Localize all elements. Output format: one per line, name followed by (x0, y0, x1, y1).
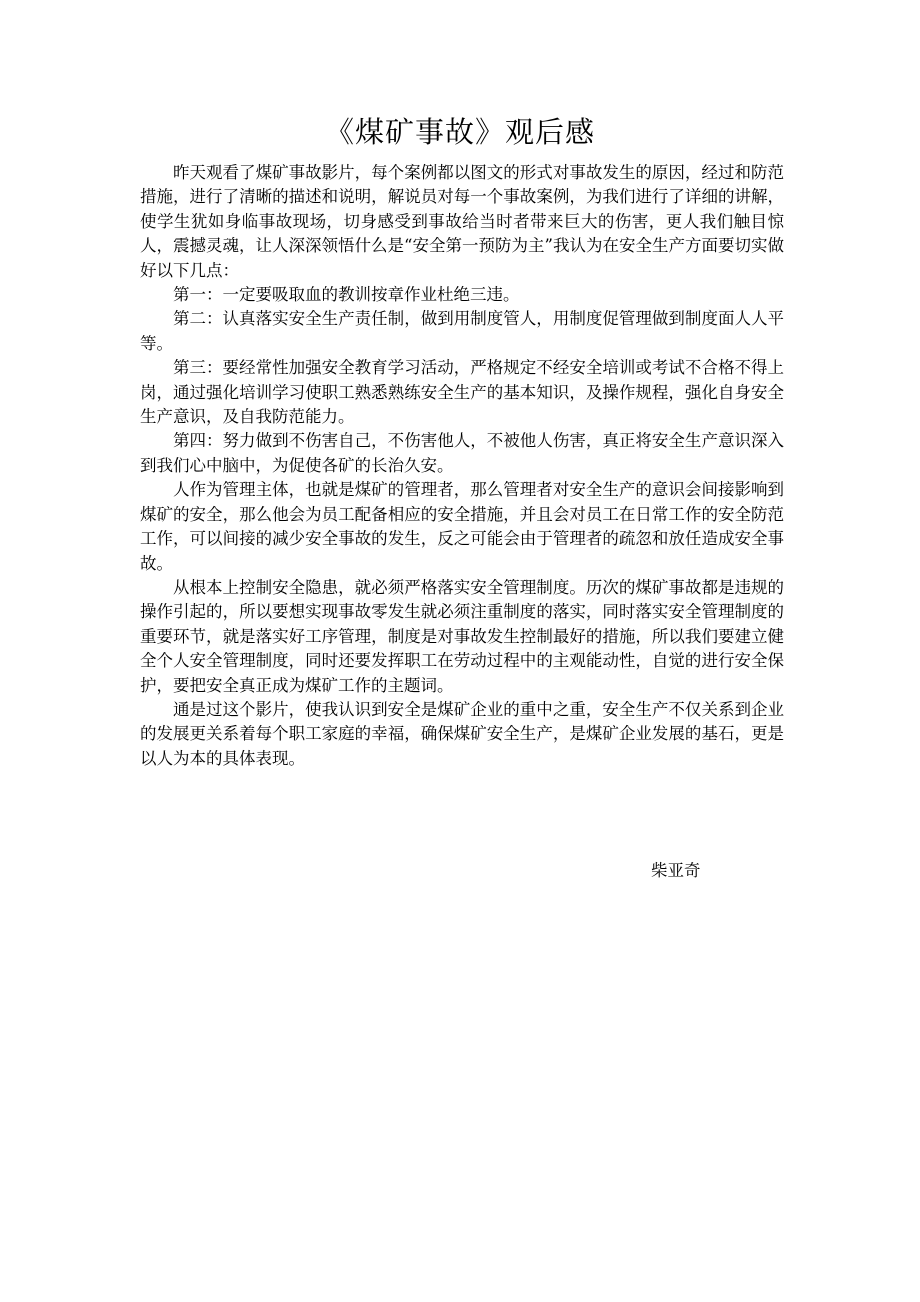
paragraph-intro: 昨天观看了煤矿事故影片，每个案例都以图文的形式对事故发生的原因，经过和防范措施，进行了清晰的描述和说明，解说员对每一个事故案例，为我们进行了详细的讲解，使学生犹如身临事故现场，切身感受到事故给当时者带来巨大的伤害，更人我们触目惊人，震撼灵魂，让人深深领悟什么是“安全第一预防为主”我认为在安全生产方面要切实做好以下几点： (140, 163, 784, 280)
paragraph-point-2: 第二：认真落实安全生产责任制，做到用制度管人，用制度促管理做到制度面人人平等。 (140, 309, 784, 353)
paragraph-point-3: 第三：要经常性加强安全教育学习活动，严格规定不经安全培训或考试不合格不得上岗，通过强化培训学习使职工熟悉熟练安全生产的基本知识，及操作规程，强化自身安全生产意识，及自我防范能力。 (140, 358, 784, 427)
paragraph-management: 人作为管理主体，也就是煤矿的管理者，那么管理者对安全生产的意识会间接影响到煤矿的安全，那么他会为员工配备相应的安全措施，并且会对员工在日常工作的安全防范工作，可以间接的减少安全事故的发生，反之可能会由于管理者的疏忽和放任造成安全事故。 (140, 480, 784, 573)
author-signature: 柴亚奇 (651, 861, 701, 880)
paragraph-point-1: 第一：一定要吸取血的教训按章作业杜绝三违。 (173, 285, 520, 305)
paragraph-point-4: 第四：努力做到不伤害自己，不伤害他人，不被他人伤害，真正将安全生产意识深入到我们心中脑中，为促使各矿的长治久安。 (140, 431, 784, 475)
paragraph-system: 从根本上控制安全隐患，就必须严格落实安全管理制度。历次的煤矿事故都是违规的操作引起的，所以要想实现事故零发生就必须注重制度的落实，同时落实安全管理制度的重要环节，就是落实好工序管理，制度是对事故发生控制最好的措施，所以我们要建立健全个人安全管理制度，同时还要发挥职工在劳动过程中的主观能动性，自觉的进行安全保护，要把安全真正成为煤矿工作的主题词。 (140, 577, 784, 695)
paragraph-conclusion: 通是过这个影片，使我认识到安全是煤矿企业的重中之重，安全生产不仅关系到企业的发展更关系着每个职工家庭的幸福，确保煤矿安全生产，是煤矿企业发展的基石，更是以人为本的具体表现。 (140, 699, 784, 768)
document-title: 《煤矿事故》观后感 (324, 115, 595, 149)
document-body (140, 161, 784, 771)
